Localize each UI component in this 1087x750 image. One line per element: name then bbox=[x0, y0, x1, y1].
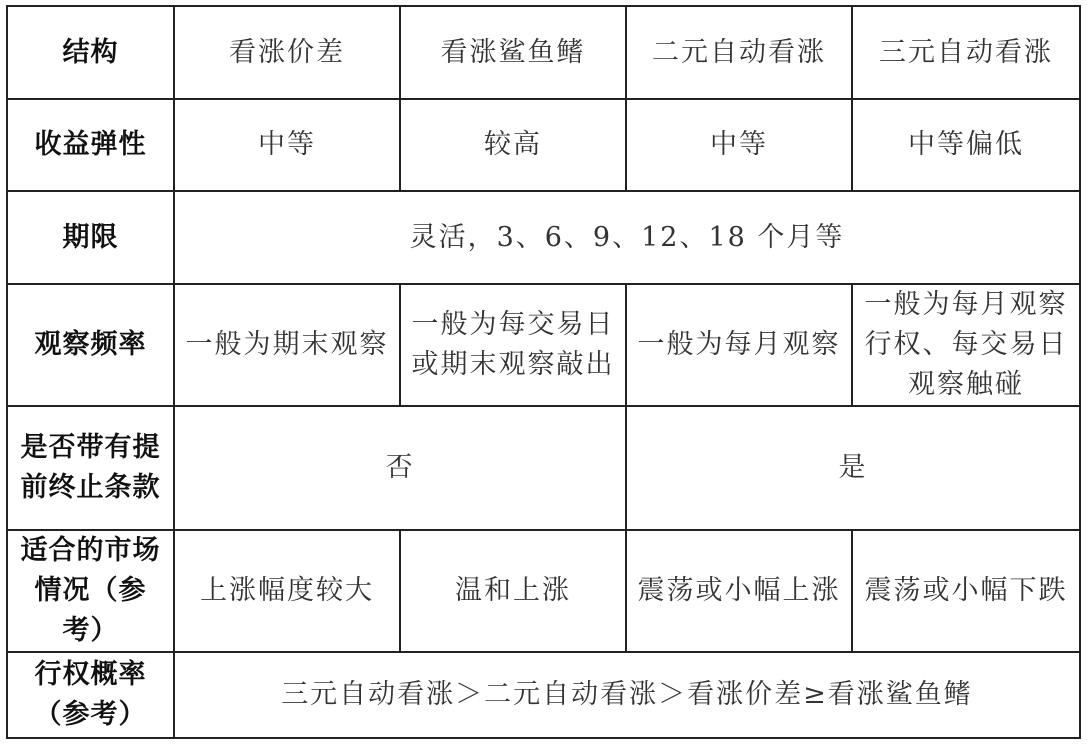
exercise-probability-row bbox=[7, 652, 1080, 738]
market-binary-autocall: 震荡或小幅上涨 bbox=[626, 530, 852, 652]
exercise-probability-label: 行权概率（参考） bbox=[7, 652, 174, 738]
market-call-spread: 上涨幅度较大 bbox=[174, 530, 400, 652]
market-ternary-autocall: 震荡或小幅下跌 bbox=[852, 530, 1080, 652]
term-value: 灵活，3、6、9、12、18 个月等 bbox=[174, 191, 1080, 284]
header-call-spread: 看涨价差 bbox=[174, 6, 400, 99]
elasticity-row bbox=[7, 99, 1080, 191]
observation-label: 观察频率 bbox=[7, 284, 174, 406]
term-row bbox=[7, 191, 1080, 284]
comparison-table-container bbox=[6, 5, 1081, 739]
term-label: 期限 bbox=[7, 191, 174, 284]
observation-binary-autocall: 一般为每月观察 bbox=[626, 284, 852, 406]
observation-row bbox=[7, 284, 1080, 406]
header-row bbox=[7, 6, 1080, 99]
market-call-shark-fin: 温和上涨 bbox=[400, 530, 626, 652]
early-termination-label: 是否带有提前终止条款 bbox=[7, 406, 174, 530]
elasticity-binary-autocall: 中等 bbox=[626, 99, 852, 191]
observation-ternary-autocall: 一般为每月观察行权、每交易日观察触碰 bbox=[852, 284, 1080, 406]
structure-comparison-table bbox=[6, 5, 1081, 739]
header-call-shark-fin: 看涨鲨鱼鳍 bbox=[400, 6, 626, 99]
early-termination-row bbox=[7, 406, 1080, 530]
elasticity-call-shark-fin: 较高 bbox=[400, 99, 626, 191]
elasticity-ternary-autocall: 中等偏低 bbox=[852, 99, 1080, 191]
header-binary-autocall: 二元自动看涨 bbox=[626, 6, 852, 99]
early-termination-yes: 是 bbox=[626, 406, 1080, 530]
market-label: 适合的市场情况（参考） bbox=[7, 530, 174, 652]
elasticity-label: 收益弹性 bbox=[7, 99, 174, 191]
early-termination-no: 否 bbox=[174, 406, 626, 530]
elasticity-call-spread: 中等 bbox=[174, 99, 400, 191]
exercise-probability-value: 三元自动看涨＞二元自动看涨＞看涨价差≥看涨鲨鱼鳍 bbox=[174, 652, 1080, 738]
header-ternary-autocall: 三元自动看涨 bbox=[852, 6, 1080, 99]
observation-call-spread: 一般为期末观察 bbox=[174, 284, 400, 406]
observation-call-shark-fin: 一般为每交易日或期末观察敲出 bbox=[400, 284, 626, 406]
market-row bbox=[7, 530, 1080, 652]
header-label-cell: 结构 bbox=[7, 6, 174, 99]
